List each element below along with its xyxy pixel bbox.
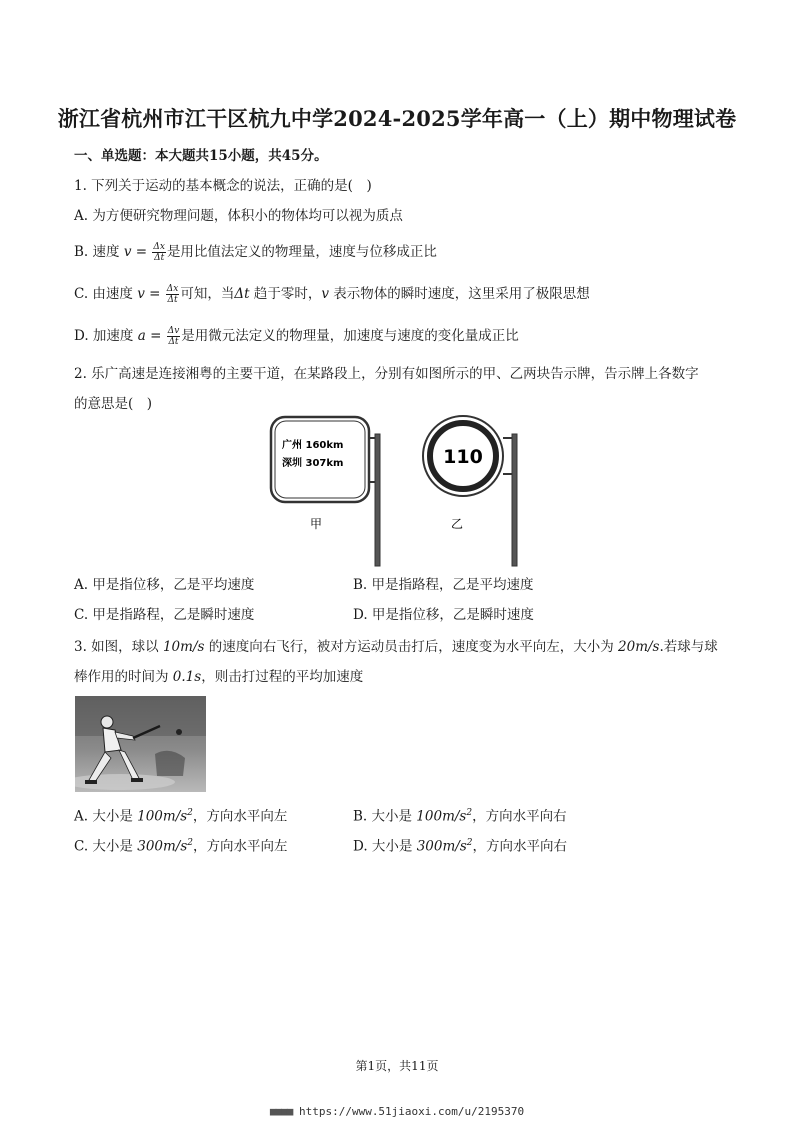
q3-stem2-post: ，则击打过程的平均加速度 bbox=[201, 669, 364, 685]
q3-d-post: ，方向水平向右 bbox=[472, 838, 567, 855]
q1-c-eq: = bbox=[144, 286, 165, 302]
q3-a-exp: 2 bbox=[187, 808, 193, 818]
sign-yi-label: 乙 bbox=[451, 517, 464, 531]
q1-c-var: v bbox=[137, 286, 145, 302]
q1-b-post: 是用比值法定义的物理量，速度与位移成正比 bbox=[166, 244, 437, 260]
q3-d-value: 300m/s bbox=[416, 838, 467, 855]
q3-c-post: ，方向水平向左 bbox=[193, 838, 288, 855]
q3-b-exp: 2 bbox=[466, 808, 473, 818]
q2-option-c: C. 甲是指路程，乙是瞬时速度 bbox=[74, 607, 255, 623]
sign-yi-value: 110 bbox=[443, 446, 483, 468]
q1-d-pre: D. 加速度 bbox=[74, 328, 134, 344]
q3-stem-line1 bbox=[74, 637, 718, 657]
q3-b-post: ，方向水平向右 bbox=[472, 808, 567, 825]
q1-c-pre: C. 由速度 bbox=[74, 286, 133, 302]
q3-stem-post: .若球与球 bbox=[659, 639, 718, 655]
page-footer: 第1页，共11页 bbox=[355, 1059, 439, 1073]
q3-b-pre: B. 大小是 bbox=[353, 808, 417, 825]
q1-b-fraction bbox=[152, 242, 166, 263]
q3-d-exp: 2 bbox=[466, 838, 473, 848]
sign-jia bbox=[271, 417, 380, 566]
q1-b-den: Δt bbox=[154, 253, 165, 263]
q1-option-a: A. 为方便研究物理问题，体积小的物体均可以视为质点 bbox=[74, 208, 403, 224]
q1-d-post: 是用微元法定义的物理量，加速度与速度的变化量成正比 bbox=[181, 328, 519, 344]
q3-c-pre: C. 大小是 bbox=[74, 838, 138, 855]
sign-jia-line1: 广州 160km bbox=[282, 440, 344, 451]
q1-c-num: Δx bbox=[166, 284, 179, 294]
q1-d-fraction bbox=[167, 326, 181, 347]
baseball-batter-photo bbox=[75, 696, 206, 792]
q1-d-num: Δv bbox=[167, 326, 180, 336]
sign-jia-line2: 深圳 307km bbox=[282, 458, 344, 469]
q1-d-var: a bbox=[137, 328, 146, 344]
q3-option-c bbox=[74, 833, 288, 857]
q1-c-post: 表示物体的瞬时速度，这里采用了极限思想 bbox=[328, 286, 590, 302]
road-signs-figure bbox=[262, 410, 532, 570]
sign-yi bbox=[423, 416, 517, 566]
q3-d-pre: D. 大小是 bbox=[353, 838, 417, 855]
q1-c-dt: Δt bbox=[234, 286, 250, 302]
watermark-prefix: ■■■■ bbox=[269, 1105, 293, 1118]
q2-option-d: D. 甲是指位移，乙是瞬时速度 bbox=[353, 607, 534, 623]
q3-time: 0.1s bbox=[172, 669, 202, 685]
q1-b-pre: B. 速度 bbox=[74, 244, 120, 260]
q2-option-b: B. 甲是指路程，乙是平均速度 bbox=[353, 577, 534, 593]
q1-option-d bbox=[74, 326, 519, 347]
watermark bbox=[0, 1105, 794, 1118]
q3-c-exp: 2 bbox=[187, 838, 194, 848]
page-title: 浙江省杭州市江干区杭九中学2024-2025学年高一（上）期中物理试卷 bbox=[57, 106, 737, 131]
q1-c-fraction bbox=[166, 284, 180, 305]
q2-option-a: A. 甲是指位移，乙是平均速度 bbox=[74, 577, 255, 593]
watermark-url[interactable]: https://www.51jiaoxi.com/u/2195370 bbox=[292, 1105, 525, 1118]
q1-d-den: Δt bbox=[168, 337, 179, 347]
q1-b-var: v bbox=[123, 244, 132, 260]
q3-a-post: ，方向水平向左 bbox=[192, 808, 288, 825]
q3-stem-line2 bbox=[74, 667, 363, 687]
q3-stem2-pre: 棒作用的时间为 bbox=[74, 669, 173, 685]
q1-stem: 1. 下列关于运动的基本概念的说法，正确的是( ) bbox=[74, 178, 372, 194]
q3-a-pre: A. 大小是 bbox=[74, 808, 138, 825]
q1-c-mid2: 趋于零时， bbox=[249, 286, 322, 302]
q1-c-v2: v bbox=[321, 286, 329, 302]
q1-b-num: Δx bbox=[153, 242, 165, 252]
q3-speed-1: 10m/s bbox=[162, 639, 205, 655]
q2-stem-line2: 的意思是( ) bbox=[74, 396, 153, 412]
sign-jia-label: 甲 bbox=[310, 517, 323, 531]
q3-b-value: 100m/s bbox=[416, 808, 467, 825]
q3-speed-2: 20m/s bbox=[618, 639, 660, 655]
q1-c-den: Δt bbox=[167, 295, 178, 305]
q3-a-value: 100m/s bbox=[137, 808, 188, 825]
q3-option-d bbox=[353, 833, 567, 857]
q1-b-eq: = bbox=[131, 244, 152, 260]
q1-option-b bbox=[74, 242, 437, 263]
q3-c-value: 300m/s bbox=[137, 838, 188, 855]
q2-stem-line1: 2. 乐广高速是连接湘粤的主要干道，在某路段上，分别有如图所示的甲、乙两块告示牌，告示牌上各数字 bbox=[74, 366, 699, 382]
q1-d-eq: = bbox=[145, 328, 166, 344]
q1-option-c bbox=[74, 284, 590, 305]
q3-option-a bbox=[74, 803, 287, 827]
q3-stem-mid: 的速度向右飞行，被对方运动员击打后，速度变为水平向左，大小为 bbox=[204, 639, 619, 655]
q1-c-mid1: 可知，当 bbox=[180, 286, 235, 302]
q3-stem-pre: 3. 如图，球以 bbox=[74, 639, 163, 655]
q3-option-b bbox=[353, 803, 567, 827]
section-heading: 一、单选题：本大题共15小题，共45分。 bbox=[74, 148, 328, 164]
